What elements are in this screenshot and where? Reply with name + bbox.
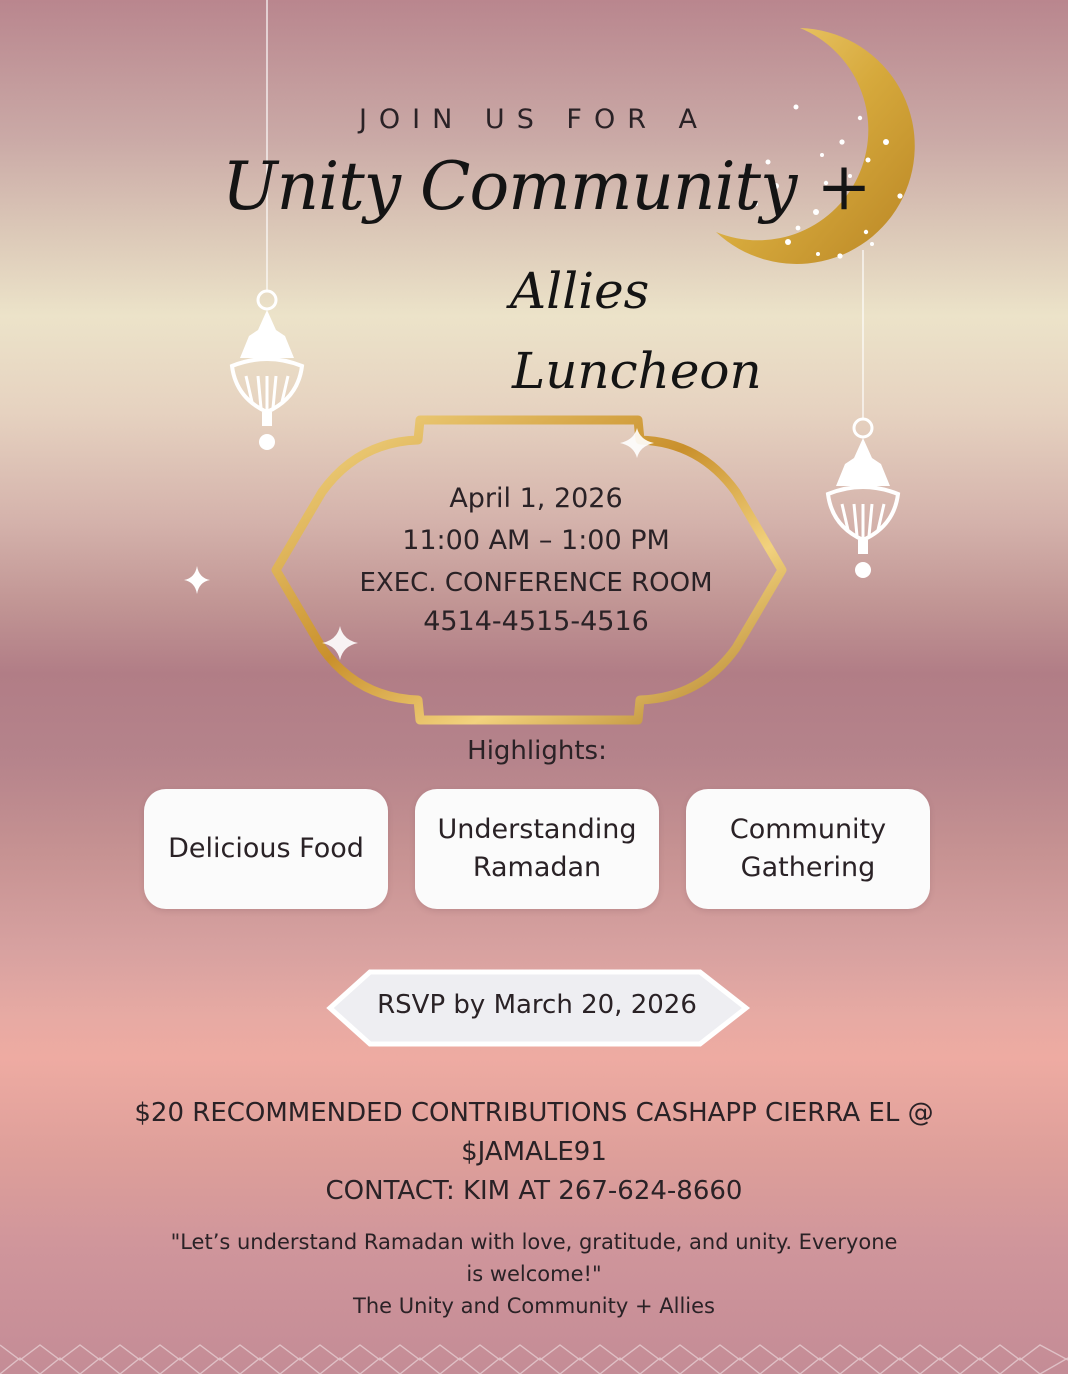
highlight-label: Understanding Ramadan	[437, 814, 637, 883]
highlight-card	[415, 789, 659, 909]
quote-attribution: The Unity and Community + Allies	[353, 1294, 715, 1318]
highlight-label: Community Gathering	[729, 814, 887, 883]
event-time: 11:00 AM – 1:00 PM	[402, 525, 670, 556]
highlight-label: Delicious Food	[168, 833, 364, 864]
title-line-1: Unity Community +	[222, 148, 871, 225]
quote-block	[170, 1226, 898, 1322]
rsvp-label: RSVP by March 20, 2026	[377, 990, 697, 1020]
lantern-icon	[232, 291, 302, 450]
title-line-3: Luncheon	[512, 342, 762, 400]
title-line-2: Allies	[510, 262, 650, 320]
highlight-card	[144, 789, 388, 909]
contribution-line-2: $JAMALE91	[461, 1137, 607, 1167]
contact-line: CONTACT: KIM AT 267-624-8660	[325, 1176, 743, 1206]
contribution-line-1: $20 RECOMMENDED CONTRIBUTIONS CASHAPP CIERRA EL @	[134, 1098, 934, 1128]
lantern-icon	[828, 419, 898, 578]
quote-text: "Let’s understand Ramadan with love, gratitude, and unity. Everyone is welcome!"	[170, 1230, 898, 1286]
event-date: April 1, 2026	[449, 483, 623, 514]
event-rooms: 4514-4515-4516	[423, 606, 649, 637]
sparkle-icon	[184, 566, 210, 594]
contribution-block	[100, 1094, 968, 1211]
highlight-card	[686, 789, 930, 909]
crescent-moon-icon	[716, 28, 915, 264]
pattern-border	[0, 1345, 1068, 1374]
event-details	[330, 478, 742, 640]
highlights-title: Highlights:	[467, 736, 607, 766]
event-location: EXEC. CONFERENCE ROOM	[359, 568, 713, 598]
kicker-text: JOIN US FOR A	[358, 104, 710, 135]
